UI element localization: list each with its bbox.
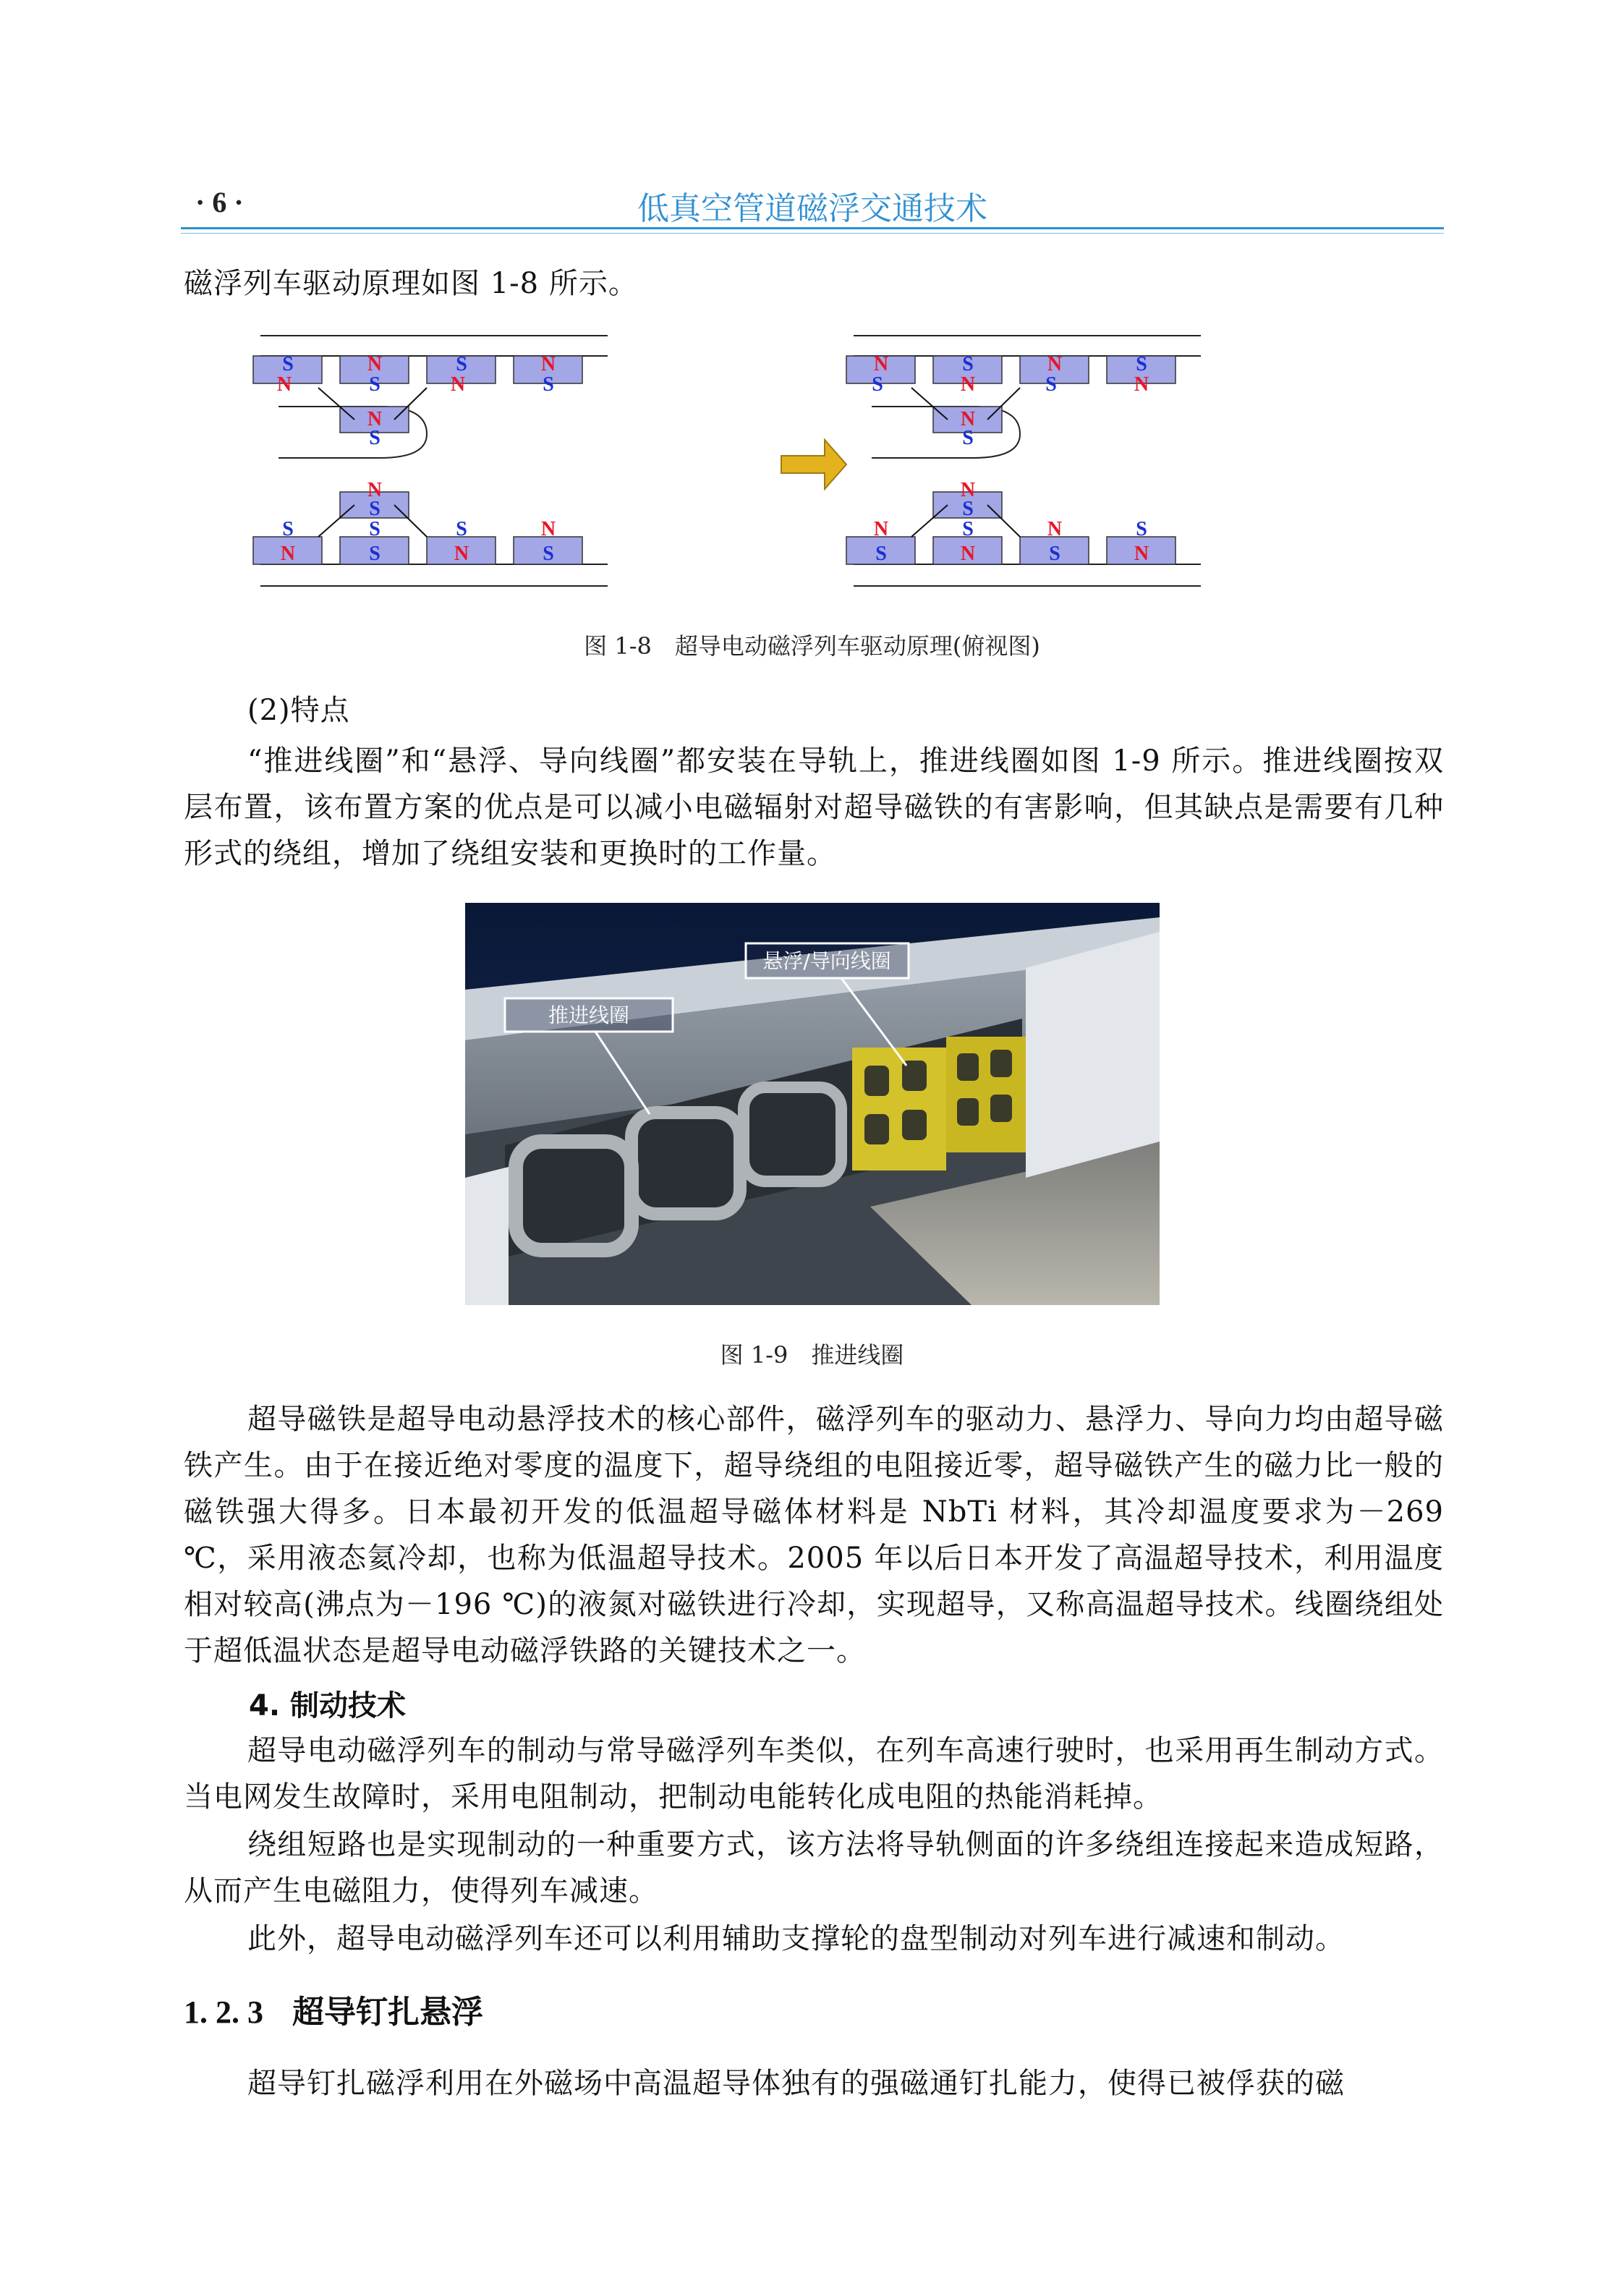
pole-label: S xyxy=(369,543,381,565)
figure-1-9-caption: 图 1-9 推进线圈 xyxy=(720,1341,904,1369)
section-braking-title: 4. 制动技术 xyxy=(249,1689,406,1722)
paragraph-pinning: 超导钉扎磁浮利用在外磁场中高温超导体独有的强磁通钉扎能力，使得已被俘获的磁 xyxy=(247,2067,1345,2100)
pole-label: N xyxy=(1047,518,1063,540)
pole-label: S xyxy=(543,373,554,396)
paragraph-braking-3: 此外，超导电动磁浮列车还可以利用辅助支撑轮的盘型制动对列车进行减速和制动。 xyxy=(247,1922,1345,1955)
pole-label: S xyxy=(1049,543,1060,565)
paragraph-superconducting-magnet: 超导磁铁是超导电动悬浮技术的核心部件，磁浮列车的驱动力、悬浮力、导向力均由超导磁铁产生。由于在接近绝对零度的温度下，超导绕组的电阻接近零，超导磁铁产生的磁力比一般的磁铁强大得多。日本最初开发的低温超导磁体材料是 NbTi 材料，其冷却温度要求为－269 ℃，采用液态氦冷却，也称为低温超导技术。2005 年以后日本开发了高温超导技术，利用温度相对较高(沸点为－196 ℃)的液氮对磁铁进行冷却，实现超导，又称高温超导技术。线圈绕组处于超低温状态是超导电动磁浮铁路的关键技术之一。 xyxy=(184,1403,1444,1667)
pole-label: S xyxy=(369,427,381,449)
pole-label: N xyxy=(1134,373,1149,396)
diagram-right-panel xyxy=(846,336,1201,586)
pole-label: S xyxy=(456,353,467,375)
pole-label: N xyxy=(276,373,292,396)
header-rule xyxy=(181,227,1444,229)
pole-label: N xyxy=(367,479,383,501)
header-rule-thin xyxy=(181,233,1444,234)
pole-label: S xyxy=(962,518,974,540)
pole-label: S xyxy=(962,353,974,375)
pole-label: S xyxy=(369,373,381,396)
page-number: · 6 · xyxy=(195,186,244,218)
pole-label: N xyxy=(873,353,889,375)
section-number: 1. 2. 3 xyxy=(184,1994,263,2030)
label-propulsion: 推进线圈 xyxy=(548,1003,630,1027)
paragraph-braking-1: 超导电动磁浮列车的制动与常导磁浮列车类似，在列车高速行驶时，也采用再生制动方式。当电网发生故障时，采用电阻制动，把制动电能转化成电阻的热能消耗掉。 xyxy=(184,1734,1444,1814)
force-arrow-icon xyxy=(911,505,948,537)
intro-line: 磁浮列车驱动原理如图 1-8 所示。 xyxy=(184,267,638,300)
section-features-title: (2)特点 xyxy=(247,694,350,727)
page-header xyxy=(181,181,1444,231)
force-arrow-icon xyxy=(987,505,1020,537)
pole-label: N xyxy=(960,373,976,396)
pole-label: N xyxy=(367,353,383,375)
pole-label: S xyxy=(1136,353,1147,375)
diagram-left-panel xyxy=(253,336,608,586)
levitation-guidance-coils xyxy=(852,1037,1026,1171)
figure-1-8-diagram xyxy=(246,318,1382,608)
force-arrow-icon xyxy=(318,505,354,537)
pole-label: N xyxy=(960,543,976,565)
pole-label: S xyxy=(282,353,294,375)
force-arrow-icon xyxy=(394,388,427,420)
pole-label: S xyxy=(872,373,883,396)
pole-label: N xyxy=(1134,543,1149,565)
pole-label: S xyxy=(962,427,974,449)
figure-1-8-caption: 图 1-8 超导电动磁浮列车驱动原理(俯视图) xyxy=(584,632,1040,660)
pole-label: S xyxy=(1045,373,1057,396)
force-arrow-icon xyxy=(987,388,1020,420)
paragraph-braking-2: 绕组短路也是实现制动的一种重要方式，该方法将导轨侧面的许多绕组连接起来造成短路，从而产生电磁阻力，使得列车减速。 xyxy=(184,1828,1444,1908)
pole-label: N xyxy=(960,408,976,430)
pole-label: N xyxy=(1047,353,1063,375)
pole-label: N xyxy=(450,373,466,396)
force-arrow-icon xyxy=(911,388,948,420)
pole-label: N xyxy=(960,479,976,501)
pole-label: N xyxy=(280,543,296,565)
pole-label: N xyxy=(540,353,556,375)
pole-label: N xyxy=(540,518,556,540)
paragraph-features: “推进线圈”和“悬浮、导向线圈”都安装在导轨上，推进线圈如图 1-9 所示。推进线圈按双层布置，该布置方案的优点是可以减小电磁辐射对超导磁铁的有害影响，但其缺点是需要有几种形式的绕组，增加了绕组安装和更换时的工作量。 xyxy=(184,744,1444,870)
pole-label: N xyxy=(367,408,383,430)
pole-label: S xyxy=(962,498,974,520)
book-title: 低真空管道磁浮交通技术 xyxy=(637,190,987,227)
pole-label: S xyxy=(282,518,294,540)
pole-label: S xyxy=(369,498,381,520)
figure-1-9-photo xyxy=(465,903,1160,1305)
section-title: 超导钉扎悬浮 xyxy=(292,1994,483,2031)
force-arrow-icon xyxy=(318,388,354,420)
section-1-2-3-heading xyxy=(184,1986,483,2032)
pole-label: S xyxy=(543,543,554,565)
pole-label: N xyxy=(454,543,469,565)
label-levitation: 悬浮/导向线圈 xyxy=(762,949,891,973)
pole-label: S xyxy=(1136,518,1147,540)
force-arrow-icon xyxy=(394,505,427,537)
pole-label: S xyxy=(875,543,887,565)
transition-arrow-icon xyxy=(781,440,846,489)
pole-label: S xyxy=(456,518,467,540)
pole-label: S xyxy=(369,518,381,540)
pole-label: N xyxy=(873,518,889,540)
